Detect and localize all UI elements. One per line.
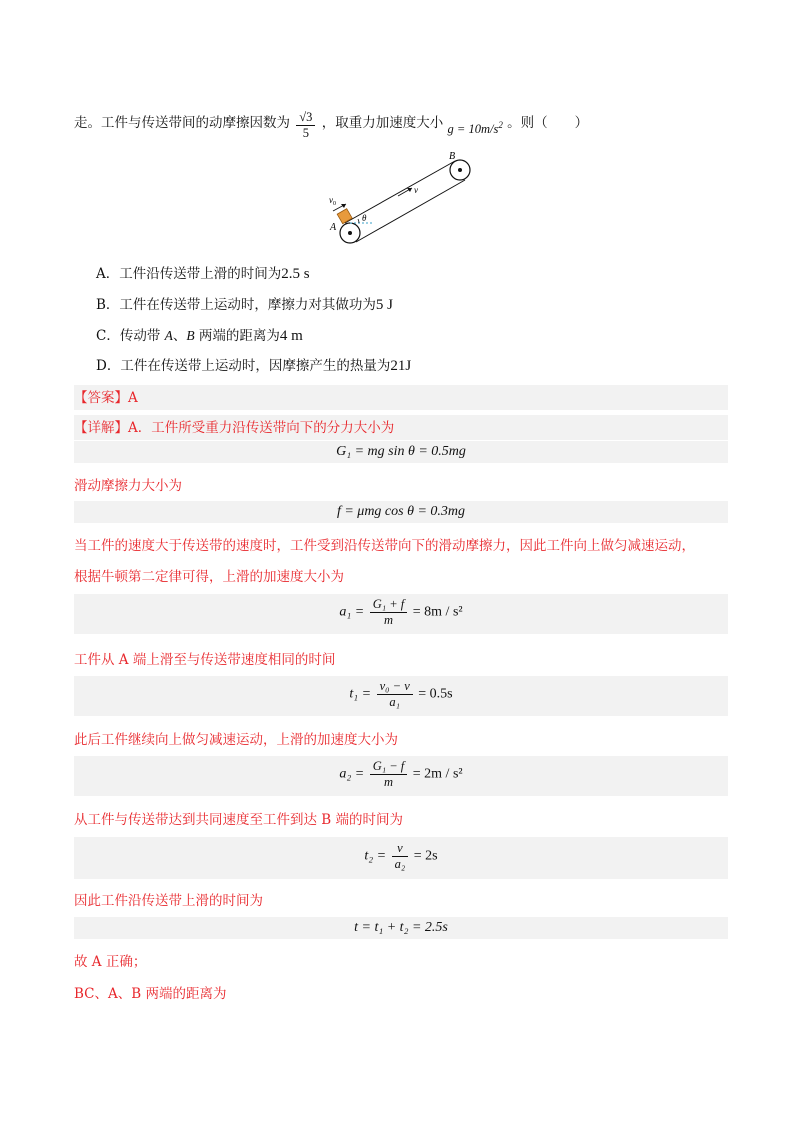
question-line	[74, 110, 588, 141]
option-a-value: 2.5 s	[281, 266, 310, 282]
detail-p2: 滑动摩擦力大小为	[74, 478, 182, 494]
label-a: A	[330, 222, 337, 233]
eq4-num: v₀ − v	[377, 679, 413, 695]
option-d-text: D．工件在传送带上运动时，因摩擦产生的热量为	[96, 358, 391, 374]
option-a-text: A．工件沿传送带上滑的时间为	[96, 266, 282, 282]
eq3-num: G₁ + f	[370, 597, 408, 613]
eq6-fraction	[392, 841, 409, 872]
equation-5	[74, 759, 728, 790]
option-c	[96, 327, 303, 345]
eq3-fraction	[370, 597, 408, 628]
answer-label: 【答案】	[74, 390, 128, 406]
mu-fraction	[296, 110, 315, 141]
equation-5-box	[74, 756, 728, 796]
eq6-lhs: t₂ =	[364, 848, 387, 864]
eq3-rhs: = 8m / s²	[412, 604, 463, 620]
equation-4	[74, 679, 728, 710]
mu-numerator: √3	[296, 110, 315, 126]
option-c-value: 4 m	[279, 328, 303, 344]
detail-p7: 从工件与传送带达到共同速度至工件到达 B 端的时间为	[74, 812, 404, 828]
eq6-num: v	[392, 841, 409, 857]
eq4-fraction	[377, 679, 413, 710]
detail-p8: 因此工件沿传送带上滑的时间为	[74, 893, 263, 909]
option-b	[96, 296, 393, 314]
gravity-exp: 2	[498, 120, 503, 130]
eq5-fraction	[370, 759, 408, 790]
equation-6	[74, 841, 728, 872]
detail-line-1	[74, 419, 394, 437]
label-v0-sub: 0	[333, 201, 336, 207]
eq5-den: m	[383, 775, 394, 789]
answer-value: A	[128, 390, 138, 406]
option-c-a: A	[164, 328, 173, 343]
option-c-text-pre: C．传动带	[96, 328, 165, 344]
equation-3	[74, 597, 728, 628]
option-a	[96, 265, 310, 283]
option-b-value: 5 J	[375, 297, 394, 313]
answer-line	[74, 389, 138, 407]
eq5-num: G₁ − f	[370, 759, 408, 775]
answer-band	[74, 385, 728, 410]
eq4-den: a₁	[389, 695, 400, 709]
option-d	[96, 357, 411, 375]
equation-3-box	[74, 594, 728, 634]
pulley-a-axle	[348, 231, 352, 235]
option-c-sep: 、	[172, 328, 187, 344]
label-v: v	[414, 185, 418, 195]
eq3-lhs: a₁ =	[339, 604, 365, 620]
option-c-text-post: 两端的距离为	[194, 328, 280, 344]
option-b-text: B．工件在传送带上运动时，摩擦力对其做功为	[96, 297, 376, 313]
question-text-mid: ，取重力加速度大小	[321, 115, 444, 132]
equation-6-box	[74, 837, 728, 879]
equation-2: f = μmg cos θ = 0.3mg	[336, 504, 466, 519]
eq6-den: a₂	[394, 857, 406, 871]
eq6-rhs: = 2s	[413, 848, 438, 864]
conveyor-figure	[325, 150, 485, 250]
label-theta: θ	[362, 213, 367, 223]
equation-4-box	[74, 676, 728, 716]
theta-arc	[358, 219, 359, 223]
detail-label: 【详解】	[74, 420, 128, 436]
eq4-lhs: t₁ =	[349, 686, 372, 702]
eq4-rhs: = 0.5s	[418, 686, 453, 702]
eq5-rhs: = 2m / s²	[412, 766, 463, 782]
gravity-value	[448, 122, 503, 136]
detail-p6: 此后工件继续向上做匀减速运动，上滑的加速度大小为	[74, 732, 398, 748]
detail-p3: 当工件的速度大于传送带的速度时，工件受到沿传送带向下的滑动摩擦力，因此工件向上做匀减速运动，	[74, 538, 695, 554]
equation-1: G₁ = mg sin θ = 0.5mg	[336, 444, 466, 459]
option-c-b: B	[186, 328, 195, 343]
equation-7-box	[74, 917, 728, 939]
eq5-lhs: a₂ =	[339, 766, 365, 782]
mu-denominator: 5	[302, 126, 309, 141]
workpiece-block	[337, 209, 352, 224]
detail-p4: 根据牛顿第二定律可得，上滑的加速度大小为	[74, 569, 344, 585]
detail-p5: 工件从 A 端上滑至与传送带速度相同的时间	[74, 652, 336, 668]
label-v0	[329, 195, 336, 207]
equation-7: t = t₁ + t₂ = 2.5s	[354, 920, 448, 935]
detail-p10: BC、A、B 两端的距离为	[74, 986, 227, 1002]
gravity-text: g = 10m/s	[447, 122, 499, 137]
question-text-post: 。则（ ）	[507, 115, 589, 132]
equation-1-box	[74, 441, 728, 463]
equation-2-box	[74, 501, 728, 523]
label-v0-main: v	[329, 195, 333, 205]
eq3-den: m	[383, 613, 394, 627]
label-b: B	[449, 151, 456, 162]
question-text-pre: 走。工件与传送带间的动摩擦因数为	[74, 115, 290, 132]
detail-p9: 故 A 正确；	[74, 954, 147, 970]
option-d-value: 21J	[390, 358, 412, 374]
pulley-b-axle	[458, 168, 462, 172]
detail-p1: A．工件所受重力沿传送带向下的分力大小为	[128, 420, 395, 436]
